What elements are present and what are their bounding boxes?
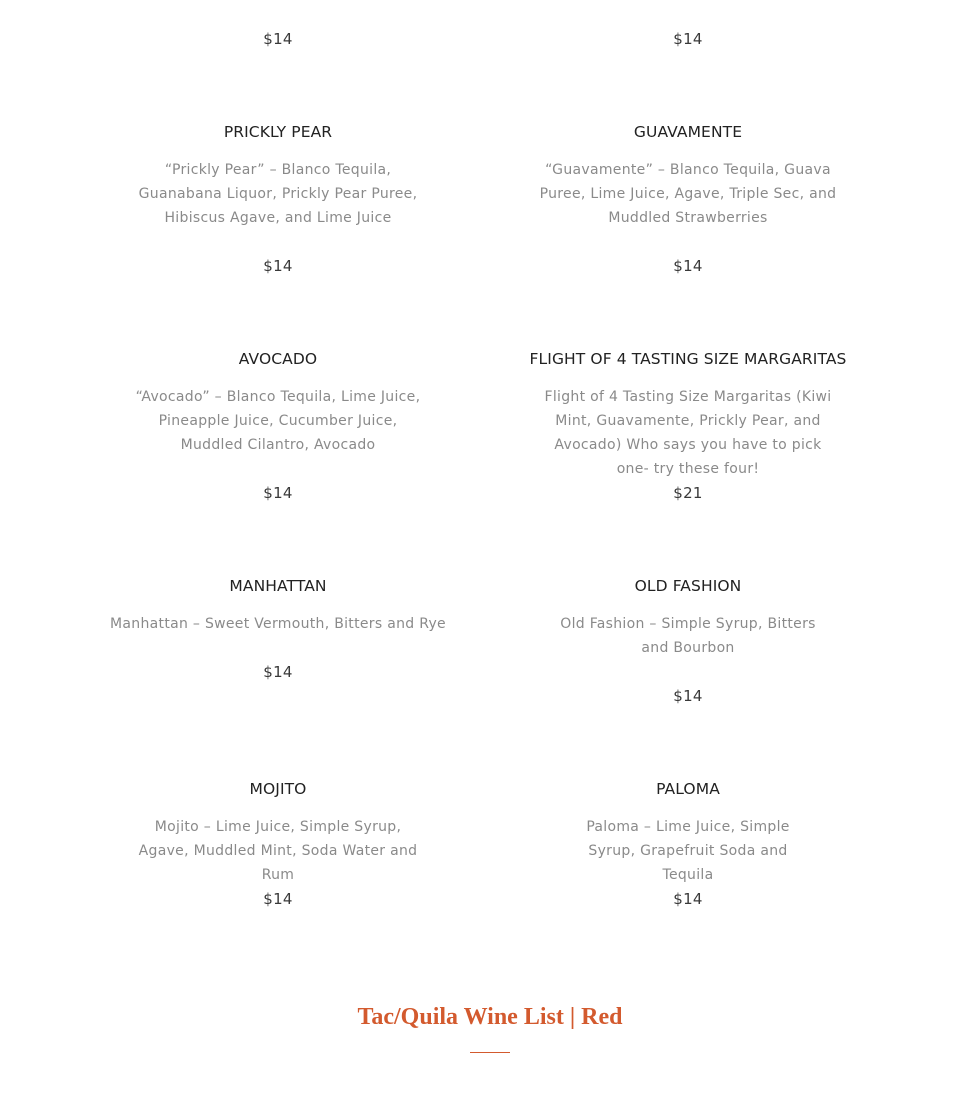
menu-item-top-left (128, 0, 428, 60)
item-price: $14 (263, 30, 293, 48)
item-price: $14 (263, 663, 293, 681)
item-price: $14 (263, 257, 293, 275)
item-name: GUAVAMENTE (633, 123, 743, 141)
wine-list-title: Tac/Quila Wine List | Red (357, 1004, 623, 1030)
menu-item-manhattan (108, 574, 448, 704)
item-price: $14 (263, 484, 293, 502)
item-price: $14 (673, 257, 703, 275)
item-name: PRICKLY PEAR (223, 123, 333, 141)
menu-item-flight-of-4 (528, 347, 848, 517)
item-price: $14 (673, 30, 703, 48)
item-description: Flight of 4 Tasting Size Margaritas (Kiwi Mint, Guavamente, Prickly Pear, and Avocado) Who says you have to pick one- try these four! (544, 389, 832, 477)
item-price: $14 (673, 687, 703, 705)
menu-item-top-right (538, 0, 838, 60)
item-description: “Guavamente” – Blanco Tequila, Guava Puree, Lime Juice, Agave, Triple Sec, and Muddled Strawberries (539, 162, 837, 226)
item-name: PALOMA (656, 780, 720, 798)
item-name: MOJITO (249, 780, 307, 798)
menu-item-paloma (538, 777, 838, 917)
item-description: Manhattan – Sweet Vermouth, Bitters and Rye (110, 616, 446, 632)
item-name: OLD FASHION (634, 577, 742, 595)
item-description: Paloma – Lime Juice, Simple Syrup, Grapefruit Soda and Tequila (586, 819, 790, 883)
title-divider (470, 1052, 510, 1053)
item-name: AVOCADO (238, 350, 318, 368)
item-description: Old Fashion – Simple Syrup, Bitters and Bourbon (560, 616, 816, 656)
item-price: $14 (263, 890, 293, 908)
menu-item-avocado (128, 347, 428, 517)
menu-item-guavamente (538, 120, 838, 290)
menu-item-old-fashion (538, 574, 838, 714)
item-name: MANHATTAN (229, 577, 327, 595)
menu-item-prickly-pear (128, 120, 428, 290)
item-name: FLIGHT OF 4 TASTING SIZE MARGARITAS (529, 350, 847, 368)
item-description: “Avocado” – Blanco Tequila, Lime Juice, Pineapple Juice, Cucumber Juice, Muddled Cilantro, Avocado (135, 389, 421, 453)
menu-item-mojito (128, 777, 428, 917)
item-price: $14 (673, 890, 703, 908)
item-description: Mojito – Lime Juice, Simple Syrup, Agave, Muddled Mint, Soda Water and Rum (138, 819, 418, 883)
item-price: $21 (673, 484, 703, 502)
item-description: “Prickly Pear” – Blanco Tequila, Guanabana Liquor, Prickly Pear Puree, Hibiscus Agave, and Lime Juice (138, 162, 418, 226)
